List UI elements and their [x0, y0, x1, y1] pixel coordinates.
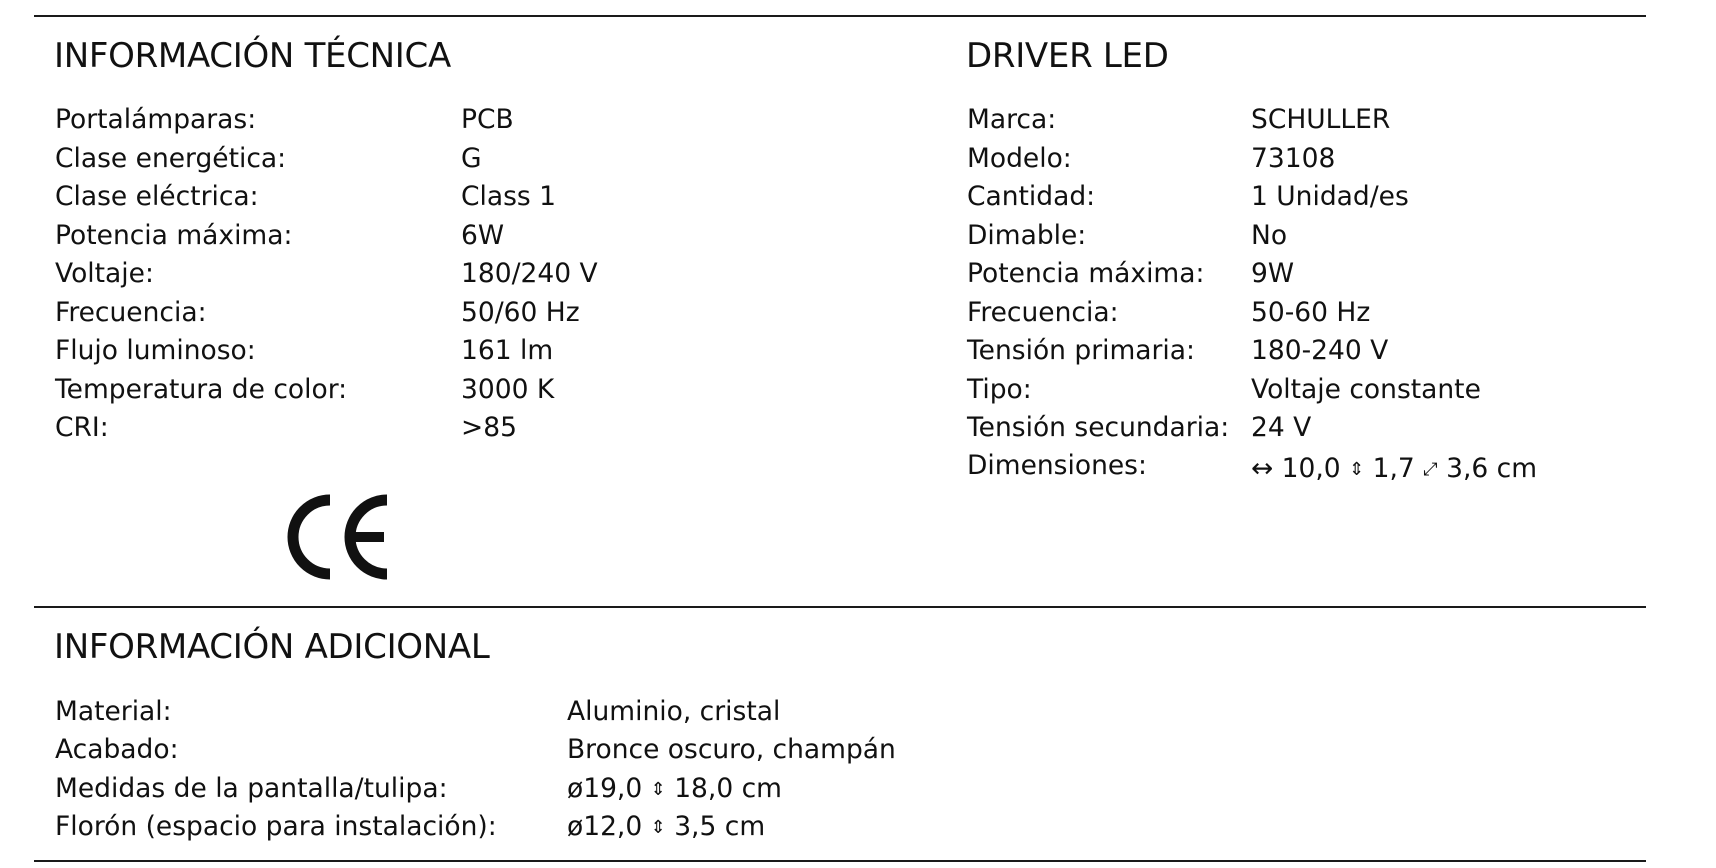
spec-label: Clase energética:: [55, 143, 287, 174]
spec-label: Tensión secundaria:: [967, 412, 1230, 443]
spec-label: Potencia máxima:: [55, 220, 293, 251]
spec-label: Dimensiones:: [967, 450, 1147, 481]
spec-label: Frecuencia:: [55, 297, 207, 328]
spec-value: [567, 808, 765, 847]
spec-label: Cantidad:: [967, 181, 1096, 212]
height-arrow-icon: ⇕: [1349, 459, 1365, 480]
spec-label: Potencia máxima:: [967, 258, 1205, 289]
spec-value: SCHULLER: [1251, 104, 1391, 135]
spec-value: 50/60 Hz: [461, 297, 580, 328]
spec-value: Aluminio, cristal: [567, 696, 781, 727]
spec-label: Tipo:: [967, 374, 1032, 405]
dimension-height: 1,7: [1372, 453, 1415, 484]
spec-label: CRI:: [55, 412, 109, 443]
canopy-height: 3,5 cm: [674, 811, 766, 842]
spec-value: PCB: [461, 104, 514, 135]
height-arrow-icon: ⇕: [650, 779, 666, 800]
spec-value: Voltaje constante: [1251, 374, 1481, 405]
spec-label: Clase eléctrica:: [55, 181, 259, 212]
spec-value: Class 1: [461, 181, 557, 212]
spec-label: Tensión primaria:: [967, 335, 1195, 366]
spec-value: G: [461, 143, 482, 174]
spec-value: 3000 K: [461, 374, 555, 405]
spec-label: Modelo:: [967, 143, 1072, 174]
depth-arrow-icon: ⤢: [1423, 459, 1438, 480]
dimension-depth: 3,6 cm: [1446, 453, 1538, 484]
spec-label: Florón (espacio para instalación):: [55, 811, 497, 842]
driver-led-title: DRIVER LED: [966, 36, 1169, 76]
spec-label: Voltaje:: [55, 258, 154, 289]
spec-label: Portalámparas:: [55, 104, 257, 135]
spec-label: Temperatura de color:: [55, 374, 348, 405]
shade-height: 18,0 cm: [674, 773, 782, 804]
spec-value: 73108: [1251, 143, 1336, 174]
spec-label: Material:: [55, 696, 172, 727]
additional-info-title: INFORMACIÓN ADICIONAL: [54, 627, 490, 667]
height-arrow-icon: ⇕: [650, 817, 666, 838]
spec-value: 9W: [1251, 258, 1295, 289]
spec-label: Flujo luminoso:: [55, 335, 256, 366]
spec-value: No: [1251, 220, 1288, 251]
middle-divider: [34, 606, 1646, 608]
spec-label: Frecuencia:: [967, 297, 1119, 328]
top-divider: [34, 15, 1646, 17]
spec-value: Bronce oscuro, champán: [567, 734, 896, 765]
shade-diameter: ø19,0: [567, 773, 643, 804]
spec-value: 6W: [461, 220, 505, 251]
dimensions-value: [1251, 450, 1537, 489]
spec-value: >85: [461, 412, 517, 443]
spec-label: Medidas de la pantalla/tulipa:: [55, 773, 448, 804]
spec-value: 24 V: [1251, 412, 1312, 443]
spec-label: Marca:: [967, 104, 1057, 135]
spec-value: [567, 770, 782, 809]
width-arrow-icon: ↔: [1251, 453, 1274, 484]
spec-value: 180-240 V: [1251, 335, 1389, 366]
dimension-width: 10,0: [1281, 453, 1341, 484]
spec-value: 180/240 V: [461, 258, 598, 289]
ce-mark-icon: [286, 492, 396, 582]
spec-value: 50-60 Hz: [1251, 297, 1371, 328]
spec-value: 1 Unidad/es: [1251, 181, 1409, 212]
bottom-divider: [34, 860, 1646, 862]
spec-label: Dimable:: [967, 220, 1087, 251]
spec-label: Acabado:: [55, 734, 179, 765]
technical-info-title: INFORMACIÓN TÉCNICA: [54, 36, 451, 76]
canopy-diameter: ø12,0: [567, 811, 643, 842]
spec-value: 161 lm: [461, 335, 554, 366]
